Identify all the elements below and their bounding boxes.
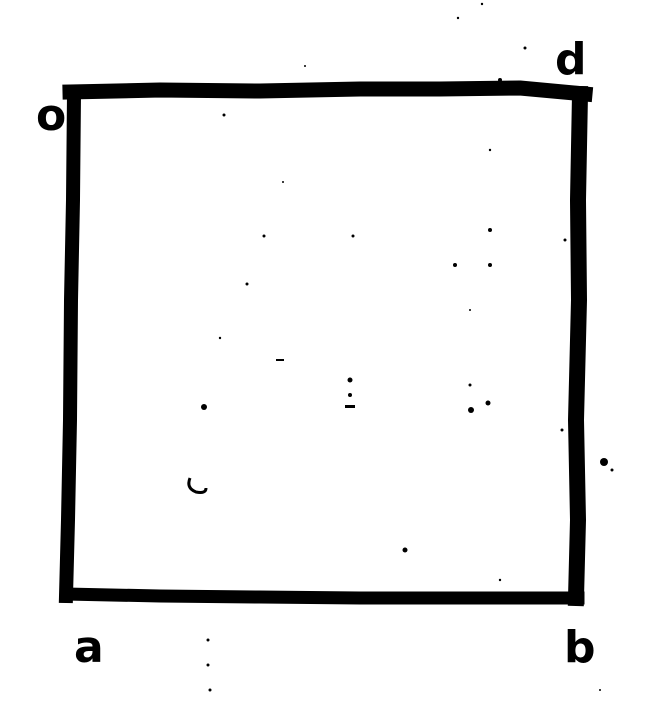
speck: [498, 78, 502, 82]
speck: [276, 359, 284, 361]
speck: [263, 235, 266, 238]
speck: [189, 478, 206, 493]
speck: [246, 283, 249, 286]
speck: [599, 689, 601, 691]
speck: [457, 17, 459, 19]
speck: [468, 407, 474, 413]
speck: [453, 263, 457, 267]
speck: [469, 384, 472, 387]
speck: [600, 458, 608, 466]
speck: [403, 548, 408, 553]
speck: [219, 337, 221, 339]
speck: [201, 404, 207, 410]
square-outline: [66, 86, 585, 598]
speck: [207, 639, 210, 642]
speck: [489, 149, 491, 151]
speck: [223, 114, 226, 117]
corner-label-bottom-right: b: [564, 622, 596, 673]
speck: [481, 3, 483, 5]
scan-noise: [189, 3, 614, 692]
speck: [488, 263, 492, 267]
speck: [611, 469, 614, 472]
speck: [209, 689, 212, 692]
speck: [561, 429, 564, 432]
speck: [469, 309, 471, 311]
corner-label-bottom-left: a: [74, 622, 104, 673]
speck: [345, 405, 355, 408]
corner-label-top-left: o: [36, 90, 67, 141]
speck: [352, 235, 355, 238]
top-edge-smudge: [350, 86, 560, 90]
speck: [207, 664, 210, 667]
speck: [304, 65, 306, 67]
square-left-edge: [66, 94, 74, 596]
square-bottom-edge: [66, 594, 578, 598]
speck: [486, 401, 491, 406]
speck: [348, 378, 353, 383]
speck: [564, 239, 567, 242]
square-right-edge: [576, 94, 580, 598]
corner-label-top-right: d: [555, 34, 587, 85]
speck: [499, 579, 501, 581]
speck: [282, 181, 284, 183]
speck: [488, 228, 492, 232]
speck: [348, 393, 352, 397]
speck: [524, 47, 527, 50]
